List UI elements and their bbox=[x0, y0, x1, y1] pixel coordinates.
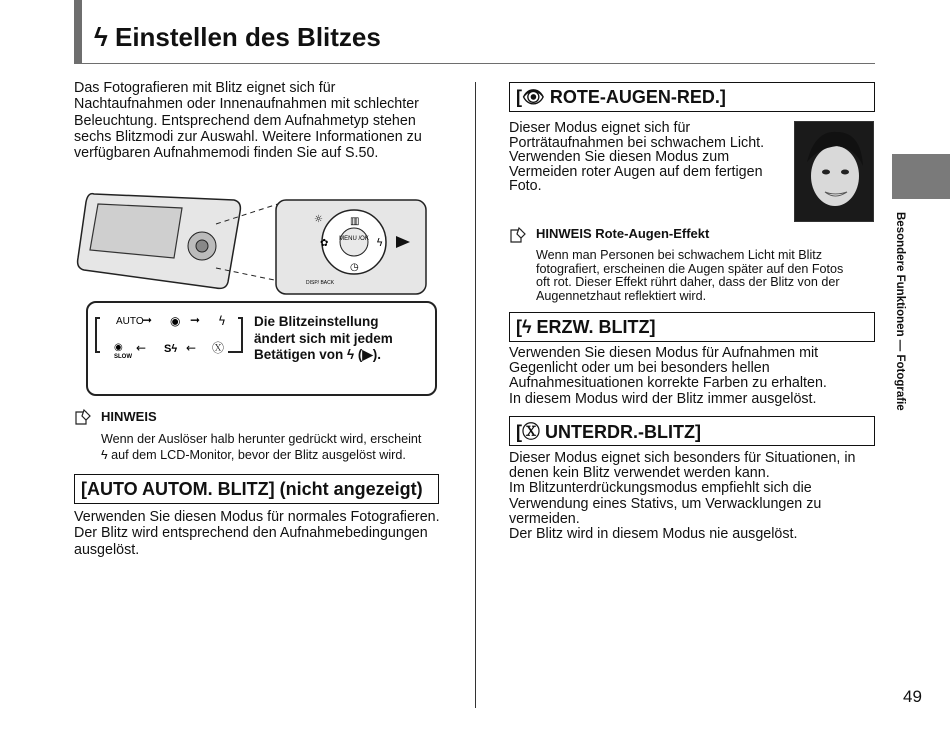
red-eye-text: Dieser Modus eignet sich für Porträtaufnahmen bei schwachem Licht. Verwenden Sie diesen Modus zum Vermeiden roter Augen auf dem fertigen Foto. bbox=[509, 120, 765, 195]
forced-flash-text: Verwenden Sie diesen Modus für Aufnahmen mit Gegenlicht oder um bei besonders hellen Aufnahmesituationen korrekte Farben zu erhalten. In diesem Modus wird der Blitz immer ausgelöst. bbox=[509, 345, 827, 407]
note-pencil-icon bbox=[509, 226, 527, 244]
disp-back-label: DISP/ BACK bbox=[306, 280, 335, 286]
column-divider bbox=[475, 82, 476, 708]
slow-label: SLOW bbox=[114, 354, 132, 360]
cycle-bracket-right bbox=[228, 318, 242, 352]
arrow-right-icon: ➞ bbox=[142, 313, 153, 327]
intro-paragraph: Das Fotografieren mit Blitz eignet sich für Nachtaufnahmen oder Innenaufnahmen mit schlechter Beleuchtung. Entsprechend dem Aufnahmetyp stehen sechs Blitzmodi zur Auswahl. Weitere Informationen zu verfügbaren Aufnahmemodi finden Sie auf S.50. bbox=[74, 80, 422, 162]
self-timer-icon: ◷ bbox=[350, 262, 359, 273]
title-accent-bar bbox=[74, 0, 82, 64]
brightness-icon: ☼ bbox=[314, 214, 323, 225]
note-pencil-icon bbox=[74, 408, 92, 426]
camera-illustration bbox=[74, 186, 444, 306]
arrow-left-icon: ← bbox=[136, 341, 147, 355]
section-tab-label: Besondere Funktionen — Fotografie bbox=[894, 212, 906, 411]
forced-flash-icon: ϟ bbox=[218, 314, 226, 328]
arrow-left-icon: ← bbox=[186, 341, 197, 355]
forced-flash-heading: [ϟ ERZW. BLITZ] bbox=[509, 312, 875, 342]
auto-flash-heading: [AUTO AUTOM. BLITZ] (nicht angezeigt) bbox=[74, 474, 439, 504]
flash-mode-cycle bbox=[94, 312, 250, 362]
hinweis-text: Wenn der Auslöser halb herunter gedrückt wird, erscheint ϟ auf dem LCD-Monitor, bevor der Blitz ausgelöst wird. bbox=[101, 432, 422, 463]
title-rule bbox=[82, 63, 875, 64]
hinweis-heading: HINWEIS bbox=[101, 409, 157, 424]
suppressed-flash-heading: [Ⓧ UNTERDR.-BLITZ] bbox=[509, 416, 875, 446]
page-title: ϟ Einstellen des Blitzes bbox=[94, 22, 381, 52]
cycle-bracket-left bbox=[96, 318, 100, 352]
menu-ok-button bbox=[340, 228, 368, 256]
arrow-right-icon: ➞ bbox=[190, 313, 201, 327]
portrait-photo bbox=[794, 121, 874, 222]
macro-icon: ✿ bbox=[320, 238, 329, 249]
page-number: 49 bbox=[903, 687, 922, 706]
red-eye-heading: [👁 ROTE-AUGEN-RED.] bbox=[509, 82, 875, 112]
callout-text: Die Blitzeinstellung ändert sich mit jedem Betätigen von ϟ (▶). bbox=[254, 314, 393, 362]
suppressed-flash-text: Dieser Modus eignet sich besonders für Situationen, in denen kein Blitz verwendet werden kann. Im Blitzunterdrückungsmodus empfiehlt sich die Verwendung eines Stativs, um Verwacklungen zu vermeiden. Der Blitz wird in diesem Modus nie ausgelöst. bbox=[509, 450, 856, 543]
red-eye-slow-icon: ◉ bbox=[114, 342, 123, 353]
slow-sync-icon: Sϟ bbox=[164, 343, 178, 355]
hinweis-redeye-text: Wenn man Personen bei schwachem Licht mit Blitz fotografiert, erscheinen die Augen später auf den Fotos oft rot. Dieser Effekt rührt daher, dass der Blitz von der Augennetzhaut reflektiert wird. bbox=[536, 248, 844, 303]
lcd-screen bbox=[90, 204, 182, 258]
flash-icon: ϟ bbox=[376, 236, 384, 249]
auto-flash-text: Verwenden Sie diesen Modus für normales Fotografieren. Der Blitz wird entsprechend den Aufnahmebedingungen ausgelöst. bbox=[74, 509, 440, 558]
red-eye-icon: ◉ bbox=[170, 314, 181, 328]
suppressed-flash-icon: Ⓧ bbox=[212, 341, 225, 355]
section-tab bbox=[892, 154, 950, 199]
auto-mode-icon: AUTO bbox=[116, 316, 144, 327]
menu-ok-label: MENU /OK bbox=[339, 236, 369, 242]
dpad-center bbox=[196, 240, 208, 252]
hinweis-redeye-heading: HINWEIS Rote-Augen-Effekt bbox=[536, 226, 710, 241]
trash-icon: ▥ bbox=[350, 216, 360, 227]
